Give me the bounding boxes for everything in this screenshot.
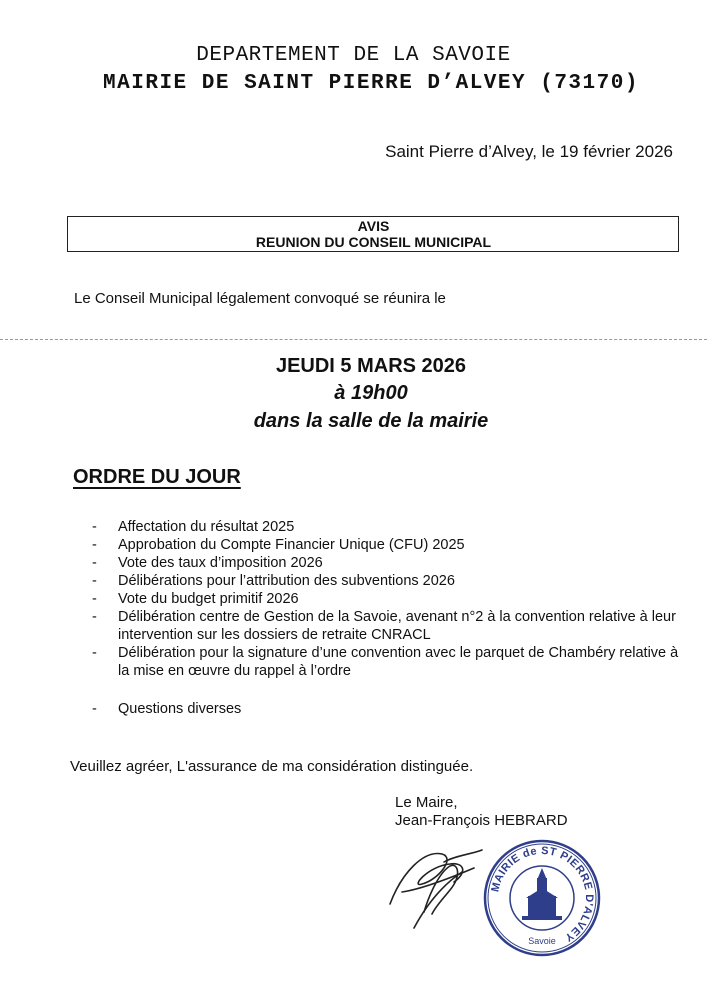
closing-text: Veuillez agréer, L'assurance de ma considération distinguée. [70, 758, 474, 775]
agenda-item-text: Délibérations pour l’attribution des subventions 2026 [118, 573, 455, 589]
agenda-item-text: Affectation du résultat 2025 [118, 519, 295, 535]
agenda-item-text: Vote des taux d’imposition 2026 [118, 555, 323, 571]
agenda-item [92, 644, 692, 680]
notice-title: AVIS [357, 218, 390, 234]
signatory-name: Jean-François HEBRARD [395, 812, 568, 829]
stamp-bottom-text: Savoie [528, 936, 556, 946]
department-heading: DEPARTEMENT DE LA SAVOIE [196, 44, 511, 67]
town-hall-stamp [482, 838, 602, 958]
agenda-item [92, 608, 692, 644]
agenda-item [92, 536, 692, 554]
bullet-dash: - [92, 591, 97, 607]
bullet-dash: - [92, 537, 97, 553]
divider [0, 339, 707, 340]
bullet-dash: - [92, 519, 97, 535]
agenda-item [92, 518, 692, 536]
date-line: Saint Pierre d’Alvey, le 19 février 2026 [385, 142, 673, 161]
agenda-item-text: Approbation du Compte Financier Unique (CFU) 2025 [118, 537, 465, 553]
meeting-date: JEUDI 5 MARS 2026 [275, 355, 467, 377]
intro-text: Le Conseil Municipal légalement convoqué se réunira le [74, 290, 446, 307]
bullet-dash: - [92, 555, 97, 571]
agenda-item [92, 700, 692, 718]
agenda-heading: ORDRE DU JOUR [73, 466, 241, 488]
agenda-item-text: Délibération pour la signature d’une convention avec le parquet de Chambéry relative à la mise en œuvre du rappel à l’ordre [118, 645, 679, 679]
notice-subtitle: REUNION DU CONSEIL MUNICIPAL [255, 234, 492, 250]
agenda-item-text: Vote du budget primitif 2026 [118, 591, 299, 607]
meeting-place: dans la salle de la mairie [253, 410, 489, 432]
church-icon [522, 868, 562, 920]
agenda-item [92, 590, 692, 608]
agenda-list [92, 518, 692, 718]
mairie-heading: MAIRIE DE SAINT PIERRE D’ALVEY (73170) [103, 72, 639, 95]
signature-mark [384, 832, 494, 942]
bullet-dash: - [92, 645, 97, 661]
bullet-dash: - [92, 573, 97, 589]
agenda-item-text: Questions diverses [118, 701, 242, 717]
stamp-ring-text: MAIRIE de ST PIERRE D'ALVEY [489, 844, 596, 944]
meeting-time: à 19h00 [334, 382, 408, 404]
bullet-dash: - [92, 701, 97, 717]
agenda-item-text: Délibération centre de Gestion de la Savoie, avenant n°2 à la convention relative à leur intervention sur les dossiers de retraite CNRACL [118, 609, 676, 643]
signatory-title: Le Maire, [395, 794, 458, 811]
bullet-dash: - [92, 609, 97, 625]
agenda-item [92, 572, 692, 590]
agenda-item [92, 554, 692, 572]
